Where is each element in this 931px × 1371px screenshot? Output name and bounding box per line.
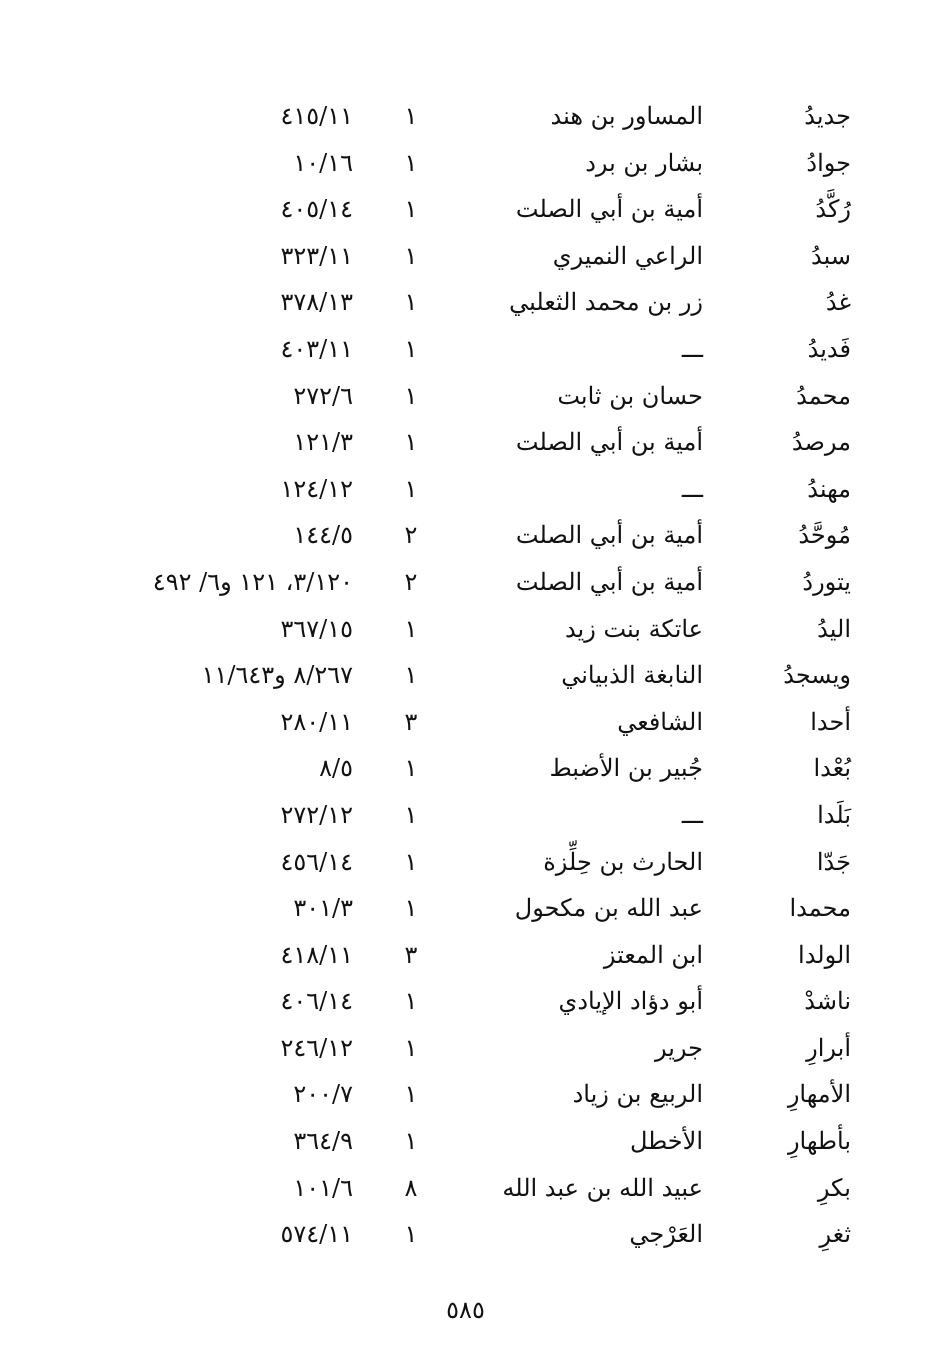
verse-count: ١ (404, 1220, 418, 1249)
verse-count: ١ (404, 987, 418, 1016)
rhyme-word: بَلَدا (817, 800, 851, 829)
poet-name: المساور بن هند (550, 102, 703, 130)
poet-name: ـــ (681, 474, 703, 503)
index-row (0, 93, 931, 140)
verse-index-table (0, 93, 931, 1258)
verse-count: ١ (404, 148, 418, 177)
index-row (0, 1165, 931, 1212)
index-row (0, 652, 931, 699)
index-row (0, 745, 931, 792)
volume-page-ref: ٨/٥ (319, 754, 353, 783)
poet-name: بشار بن برد (585, 148, 703, 177)
rhyme-word: رُكَّدُ (815, 195, 851, 224)
verse-count: ٨ (404, 1173, 418, 1202)
poet-name: جُبير بن الأضبط (549, 754, 703, 783)
rhyme-word: جوادُ (806, 148, 851, 177)
volume-page-ref: ٢٧٢/١٢ (280, 800, 353, 829)
poet-name: أبو دؤاد الإيادي (558, 987, 703, 1016)
verse-count: ١ (404, 1033, 418, 1062)
index-row (0, 140, 931, 187)
index-row (0, 792, 931, 839)
volume-page-ref: ١٠١/٦ (293, 1173, 353, 1202)
volume-page-ref: ١٠/١٦ (293, 148, 353, 177)
rhyme-word: فَديدُ (807, 334, 851, 363)
volume-page-ref: ١٤٤/٥ (293, 521, 353, 550)
poet-name: جرير (655, 1033, 703, 1062)
rhyme-word: ثغرِ (819, 1220, 851, 1249)
index-row (0, 699, 931, 746)
rhyme-word: ناشدْ (804, 987, 851, 1016)
poet-name: الراعي النميري (552, 241, 703, 270)
poet-name: الشافعي (617, 707, 703, 736)
volume-page-ref: ٤٠٣/١١ (280, 334, 353, 363)
verse-count: ٣ (404, 940, 418, 969)
volume-page-ref: ٤١٥/١١ (280, 102, 353, 130)
index-row (0, 1071, 931, 1118)
poet-name: العَرْجي (629, 1220, 703, 1249)
volume-page-ref: ٣٠١/٣ (293, 894, 353, 923)
volume-page-ref: ٤١٨/١١ (280, 940, 353, 969)
index-row (0, 233, 931, 280)
poet-name: عاتكة بنت زيد (564, 614, 703, 643)
verse-count: ١ (404, 1127, 418, 1156)
verse-count: ١ (404, 474, 418, 503)
index-row (0, 373, 931, 420)
rhyme-word: جديدُ (804, 102, 851, 130)
volume-page-ref: ٤٠٦/١٤ (280, 987, 353, 1016)
index-row (0, 1025, 931, 1072)
verse-count: ١ (404, 288, 418, 317)
volume-page-ref: ٣٦٧/١٥ (280, 614, 353, 643)
poet-name: ابن المعتز (603, 940, 703, 969)
volume-page-ref: ٥٧٤/١١ (280, 1220, 353, 1249)
rhyme-word: مهندُ (807, 474, 851, 503)
verse-count: ١ (404, 894, 418, 923)
index-row (0, 1211, 931, 1258)
index-row (0, 932, 931, 979)
poet-name: الحارث بن حِلِّزة (543, 847, 703, 876)
rhyme-word: سبدُ (811, 241, 851, 270)
volume-page-ref: ٢٤٦/١٢ (280, 1033, 353, 1062)
rhyme-word: الأمهارِ (787, 1080, 851, 1109)
rhyme-word: الولدا (798, 940, 851, 969)
volume-page-ref: ٢٨٠/١١ (280, 707, 353, 736)
poet-name: النابغة الذبياني (561, 661, 703, 690)
verse-count: ١ (404, 428, 418, 457)
verse-count: ٣ (404, 707, 418, 736)
verse-count: ١ (404, 102, 418, 130)
poet-name: الأخطل (629, 1127, 703, 1156)
volume-page-ref: ١٢٤/١٢ (280, 474, 353, 503)
index-row (0, 419, 931, 466)
volume-page-ref: ٤٥٦/١٤ (280, 847, 353, 876)
verse-count: ٢ (404, 567, 418, 596)
poet-name: عبيد الله بن عبد الله (502, 1173, 703, 1202)
poet-name: ـــ (681, 334, 703, 363)
verse-count: ١ (404, 1080, 418, 1109)
index-row (0, 559, 931, 606)
verse-count: ٢ (404, 521, 418, 550)
index-row (0, 606, 931, 653)
rhyme-word: أحدا (810, 707, 851, 736)
rhyme-word: محمدا (789, 894, 851, 923)
verse-count: ١ (404, 847, 418, 876)
index-row (0, 978, 931, 1025)
index-row (0, 186, 931, 233)
index-row (0, 279, 931, 326)
verse-count: ١ (404, 241, 418, 270)
rhyme-word: اليدُ (817, 614, 851, 643)
index-row (0, 839, 931, 886)
poet-name: حسان بن ثابت (557, 381, 703, 410)
rhyme-word: ويسجدُ (783, 661, 851, 690)
rhyme-word: بأطهارِ (787, 1127, 851, 1156)
volume-page-ref: ٢٠٠/٧ (293, 1080, 353, 1109)
verse-count: ١ (404, 754, 418, 783)
index-row (0, 1118, 931, 1165)
index-row (0, 512, 931, 559)
rhyme-word: مُوحَّدُ (798, 521, 851, 550)
poet-name: زر بن محمد الثعلبي (509, 288, 703, 317)
poet-name: أمية بن أبي الصلت (515, 195, 703, 224)
poet-name: أمية بن أبي الصلت (515, 567, 703, 596)
volume-page-ref: ٢٧٢/٦ (293, 381, 353, 410)
rhyme-word: بكرِ (817, 1173, 851, 1202)
rhyme-word: محمدُ (796, 381, 851, 410)
verse-count: ١ (404, 614, 418, 643)
poet-name: عبد الله بن مكحول (514, 894, 703, 923)
page-number: ٥٨٥ (446, 1296, 485, 1324)
rhyme-word: جَدّا (816, 847, 851, 876)
index-row (0, 326, 931, 373)
rhyme-word: يتوردُ (802, 567, 851, 596)
verse-count: ١ (404, 800, 418, 829)
verse-count: ١ (404, 381, 418, 410)
poet-name: الربيع بن زياد (572, 1080, 703, 1109)
index-row (0, 466, 931, 513)
volume-page-ref: ٤٠٥/١٤ (280, 195, 353, 224)
poet-name: أمية بن أبي الصلت (515, 428, 703, 457)
rhyme-word: غدُ (825, 288, 851, 317)
poet-name: ـــ (681, 800, 703, 829)
rhyme-word: أبرارِ (806, 1033, 851, 1062)
volume-page-ref: ٣٢٣/١١ (280, 241, 353, 270)
volume-page-ref: ٣٧٨/١٣ (280, 288, 353, 317)
rhyme-word: بُعْدا (813, 754, 851, 783)
verse-count: ١ (404, 334, 418, 363)
volume-page-ref: ٣٦٤/٩ (293, 1127, 353, 1156)
volume-page-ref: ٣/١٢٠، ١٢١ و٦/ ٤٩٢ (152, 567, 353, 596)
index-row (0, 885, 931, 932)
volume-page-ref: ٨/٢٦٧ و١١/٦٤٣ (201, 661, 353, 690)
rhyme-word: مرصدُ (791, 428, 851, 457)
verse-count: ١ (404, 195, 418, 224)
volume-page-ref: ١٢١/٣ (293, 428, 353, 457)
poet-name: أمية بن أبي الصلت (515, 521, 703, 550)
verse-count: ١ (404, 661, 418, 690)
